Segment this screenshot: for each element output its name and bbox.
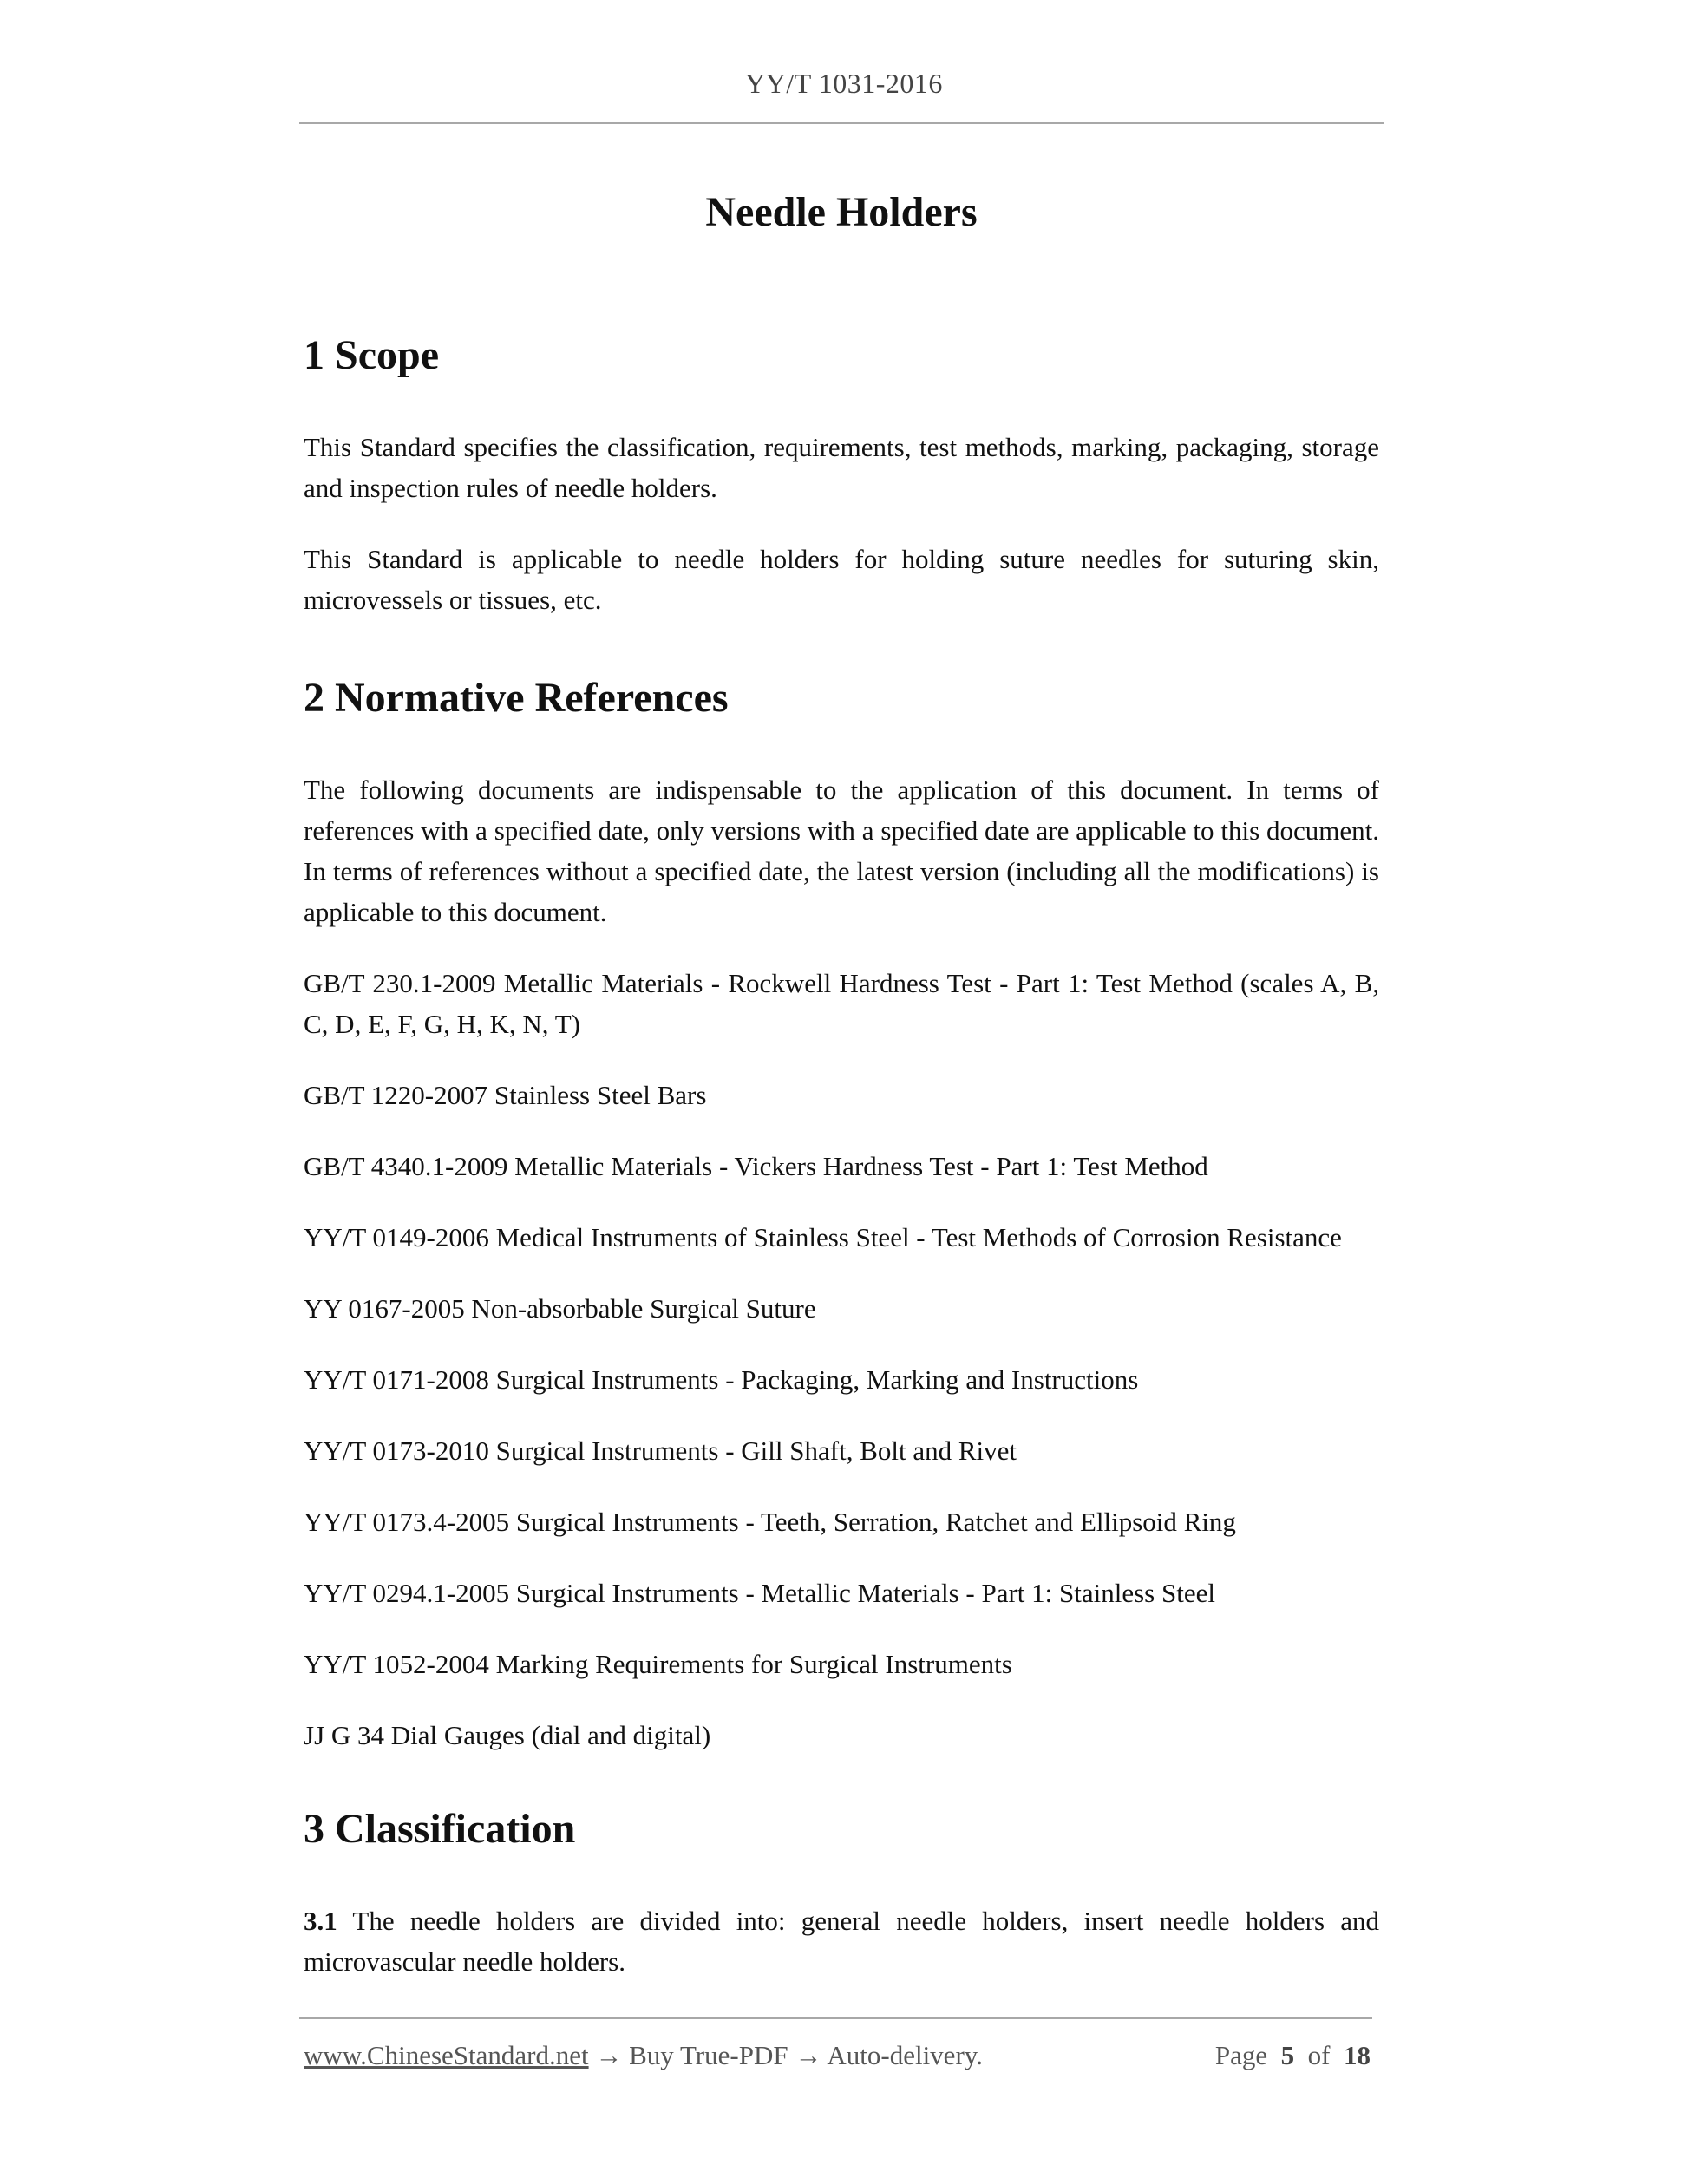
reference-item: YY/T 0173-2010 Surgical Instruments - Gill Shaft, Bolt and Rivet [304,1435,1017,1466]
footer-divider [299,2017,1372,2019]
reference-item: GB/T 1220-2007 Stainless Steel Bars [304,1080,707,1110]
reference-item: YY/T 1052-2004 Marking Requirements for Surgical Instruments [304,1649,1012,1679]
clause-text: The needle holders are divided into: general needle holders, insert needle holders and microvascular needle holders. [304,1906,1379,1977]
document-title: Needle Holders [705,189,978,235]
reference-item: YY/T 0171-2008 Surgical Instruments - Packaging, Marking and Instructions [304,1364,1139,1395]
reference-item: YY 0167-2005 Non-absorbable Surgical Suture [304,1293,816,1324]
page-number [1215,2037,1371,2075]
section-heading-normative-references: 2 Normative References [304,675,729,721]
page-content [304,182,1379,2012]
reference-item: YY/T 0173.4-2005 Surgical Instruments - Teeth, Serration, Ratchet and Ellipsoid Ring [304,1507,1236,1537]
of-label: of [1307,2040,1331,2070]
site-link[interactable]: www.ChineseStandard.net [304,2040,589,2070]
reference-item: JJ G 34 Dial Gauges (dial and digital) [304,1720,711,1750]
normative-intro-paragraph: The following documents are indispensable to the application of this document. In terms of references with a specified date, only versions with a specified date are applicable to this document. In terms of references without a specified date, the latest version (including all the modifications) is applicable to this document. [304,775,1379,927]
scope-paragraph-1: This Standard specifies the classification, requirements, test methods, marking, packaging, storage and inspection rules of needle holders. [304,432,1379,503]
document-code-header: YY/T 1031-2016 [745,68,943,99]
reference-item: GB/T 4340.1-2009 Metallic Materials - Vickers Hardness Test - Part 1: Test Method [304,1151,1208,1181]
header-divider [299,122,1384,124]
section-heading-scope: 1 Scope [304,332,439,378]
section-heading-classification: 3 Classification [304,1806,576,1852]
total-page-number: 18 [1344,2040,1371,2070]
footer-promo-text: → Buy True-PDF → Auto-delivery. [588,2040,983,2070]
reference-item: YY/T 0149-2006 Medical Instruments of Stainless Steel - Test Methods of Corrosion Resistance [304,1222,1342,1252]
scope-paragraph-2: This Standard is applicable to needle holders for holding suture needles for suturing skin, microvessels or tissues, etc. [304,544,1379,615]
page-label: Page [1214,2040,1268,2070]
current-page-number: 5 [1280,2040,1295,2070]
reference-item: YY/T 0294.1-2005 Surgical Instruments - Metallic Materials - Part 1: Stainless Steel [304,1578,1215,1608]
classification-clause-3-1 [304,1900,1379,1982]
reference-item: GB/T 230.1-2009 Metallic Materials - Rockwell Hardness Test - Part 1: Test Method (scales A, B, C, D, E, F, G, H, K, N, T) [304,968,1379,1039]
clause-number: 3.1 [304,1906,337,1936]
footer-promo [304,2037,983,2075]
